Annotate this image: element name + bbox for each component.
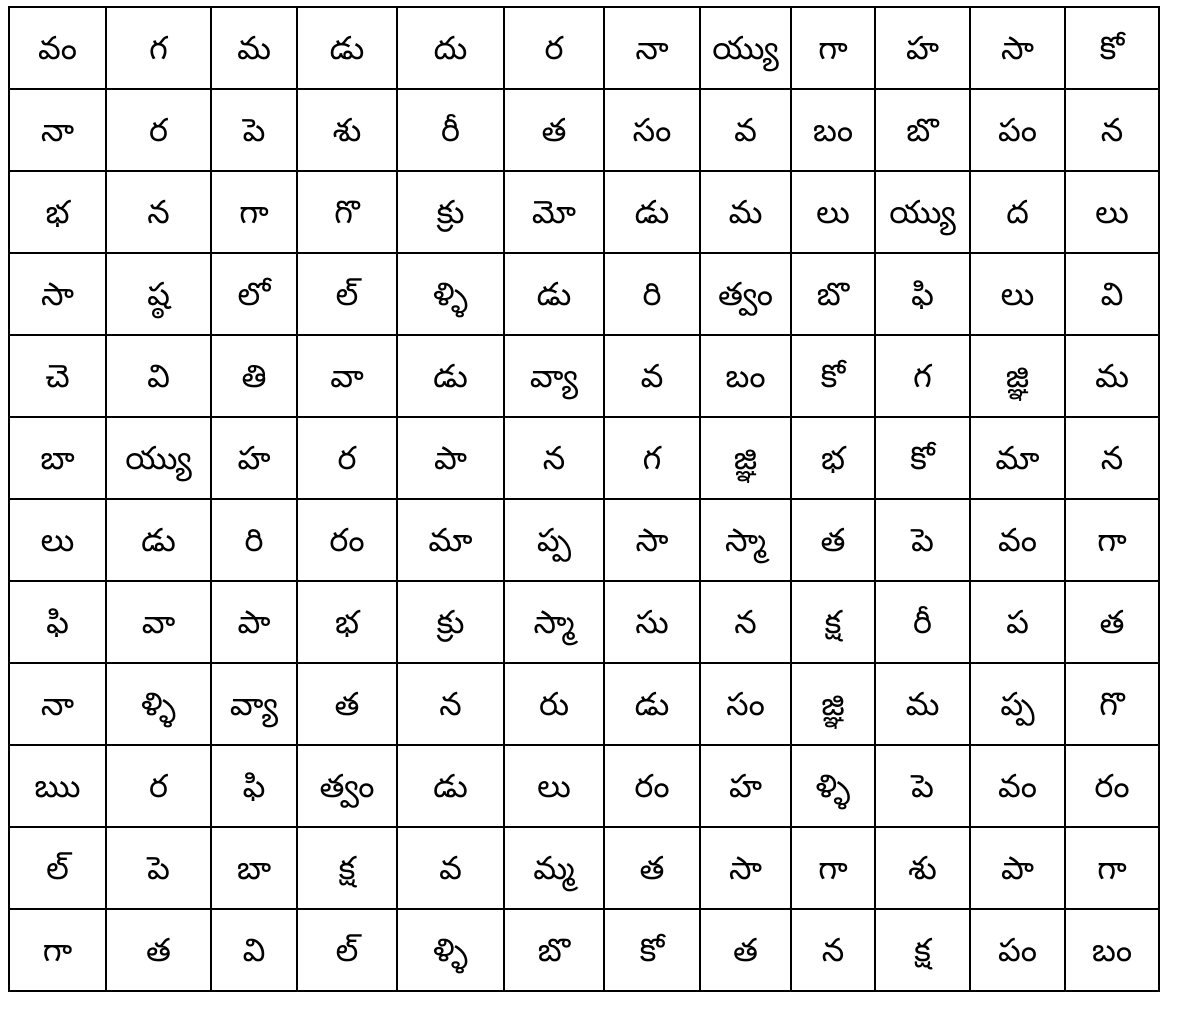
grid-cell: బం [700,335,791,417]
grid-row [9,745,1159,827]
grid-cell: మ [700,171,791,253]
grid-cell: గా [9,909,106,991]
grid-cell: రి [604,253,700,335]
grid-cell: బం [1065,909,1159,991]
grid-cell: వ్యా [211,663,297,745]
grid-cell: ళ్ళి [397,909,504,991]
grid-body [9,7,1159,991]
grid-cell: ర [504,7,604,89]
grid-cell: స్మా [700,499,791,581]
grid-cell: డు [504,253,604,335]
grid-cell: మా [970,417,1065,499]
grid-cell: గా [791,7,875,89]
grid-cell: లు [1065,171,1159,253]
grid-cell: స్మా [504,581,604,663]
grid-cell: మ [1065,335,1159,417]
grid-cell: గా [1065,827,1159,909]
grid-cell: త [791,499,875,581]
grid-cell: మ [211,7,297,89]
grid-cell: ల్ [9,827,106,909]
grid-cell: ద [970,171,1065,253]
grid-cell: డు [604,171,700,253]
grid-cell: వి [211,909,297,991]
grid-cell: ప్ప [970,663,1065,745]
grid-cell: రీ [397,89,504,171]
grid-cell: రి [211,499,297,581]
grid-cell: గ [604,417,700,499]
grid-cell: న [1065,89,1159,171]
grid-cell: భ [297,581,397,663]
grid-cell: వా [106,581,211,663]
grid-cell: లో [211,253,297,335]
grid-cell: న [397,663,504,745]
grid-cell: రం [297,499,397,581]
grid-cell: నా [604,7,700,89]
grid-cell: వ [700,89,791,171]
grid-cell: ళ్ళి [106,663,211,745]
grid-cell: ర [106,745,211,827]
grid-cell: బా [211,827,297,909]
grid-cell: న [791,909,875,991]
grid-cell: గా [211,171,297,253]
grid-cell: డు [397,335,504,417]
grid-row [9,253,1159,335]
grid-row [9,171,1159,253]
grid-cell: క్ష [297,827,397,909]
grid-cell: వ [604,335,700,417]
grid-cell: పం [970,89,1065,171]
grid-cell: వ్యా [504,335,604,417]
grid-cell: బొ [791,253,875,335]
grid-cell: రు [504,663,604,745]
grid-cell: మ [875,663,970,745]
grid-cell: న [504,417,604,499]
grid-row [9,663,1159,745]
grid-cell: క్ష [875,909,970,991]
grid-cell: త [106,909,211,991]
grid-cell: డు [397,745,504,827]
grid-cell: పా [397,417,504,499]
grid-cell: ఫి [9,581,106,663]
grid-cell: సం [604,89,700,171]
grid-row [9,417,1159,499]
grid-cell: దు [397,7,504,89]
grid-cell: త [700,909,791,991]
grid-cell: ఋ [9,745,106,827]
grid-cell: నా [9,89,106,171]
grid-cell: త [604,827,700,909]
grid-cell: ర [106,89,211,171]
grid-cell: న [106,171,211,253]
grid-cell: లు [504,745,604,827]
grid-cell: హ [700,745,791,827]
grid-cell: పా [970,827,1065,909]
grid-cell: లు [970,253,1065,335]
grid-row [9,827,1159,909]
grid-cell: మా [397,499,504,581]
grid-cell: త్వం [297,745,397,827]
grid-cell: లు [9,499,106,581]
grid-cell: కో [875,417,970,499]
grid-cell: భ [9,171,106,253]
grid-cell: లు [791,171,875,253]
grid-cell: సు [604,581,700,663]
grid-cell: రం [604,745,700,827]
grid-cell: డు [106,499,211,581]
grid-cell: ళ్ళి [397,253,504,335]
grid-cell: జ్ఞి [791,663,875,745]
grid-cell: య్యు [700,7,791,89]
grid-cell: కో [1065,7,1159,89]
grid-cell: పె [211,89,297,171]
grid-cell: వా [297,335,397,417]
grid-cell: ళ్ళి [791,745,875,827]
grid-cell: సా [604,499,700,581]
grid-cell: య్యు [875,171,970,253]
grid-row [9,581,1159,663]
grid-cell: బా [9,417,106,499]
grid-cell: త [1065,581,1159,663]
grid-cell: బొ [875,89,970,171]
grid-cell: మో [504,171,604,253]
grid-cell: కో [791,335,875,417]
grid-cell: హ [875,7,970,89]
grid-cell: ష్ఠ [106,253,211,335]
grid-row [9,7,1159,89]
grid-cell: గ [875,335,970,417]
grid-cell: సా [700,827,791,909]
grid-cell: శు [875,827,970,909]
grid-cell: గా [791,827,875,909]
grid-cell: క్ష [791,581,875,663]
grid-cell: న [700,581,791,663]
grid-cell: వి [1065,253,1159,335]
grid-cell: పె [875,499,970,581]
grid-cell: హ [211,417,297,499]
grid-cell: క్రు [397,171,504,253]
grid-cell: పా [211,581,297,663]
grid-cell: కో [604,909,700,991]
grid-cell: పం [970,909,1065,991]
grid-cell: నా [9,663,106,745]
grid-row [9,909,1159,991]
grid-row [9,335,1159,417]
grid-cell: చె [9,335,106,417]
grid-row [9,499,1159,581]
grid-cell: సం [700,663,791,745]
grid-cell: మ్మ [504,827,604,909]
grid-cell: ల్ [297,253,397,335]
grid-row [9,89,1159,171]
grid-cell: పె [106,827,211,909]
grid-cell: ఫి [211,745,297,827]
grid-cell: బం [791,89,875,171]
grid-cell: జ్ఞి [970,335,1065,417]
word-search-grid [8,6,1160,992]
grid-cell: భ [791,417,875,499]
grid-cell: వి [106,335,211,417]
grid-cell: న [1065,417,1159,499]
grid-cell: వం [9,7,106,89]
grid-cell: ల్ [297,909,397,991]
grid-cell: గొ [297,171,397,253]
grid-cell: సా [9,253,106,335]
grid-cell: య్యు [106,417,211,499]
grid-cell: వం [970,499,1065,581]
grid-cell: తి [211,335,297,417]
grid-cell: రీ [875,581,970,663]
grid-cell: త్వం [700,253,791,335]
grid-cell: వ [397,827,504,909]
grid-cell: ర [297,417,397,499]
grid-cell: గొ [1065,663,1159,745]
grid-cell: త [504,89,604,171]
grid-cell: రం [1065,745,1159,827]
grid-cell: పె [875,745,970,827]
grid-cell: డు [297,7,397,89]
grid-cell: బొ [504,909,604,991]
grid-cell: ప్ప [504,499,604,581]
grid-cell: ప [970,581,1065,663]
grid-cell: శు [297,89,397,171]
grid-cell: జ్ఞి [700,417,791,499]
grid-cell: సా [970,7,1065,89]
grid-cell: గా [1065,499,1159,581]
grid-cell: డు [604,663,700,745]
grid-cell: త [297,663,397,745]
grid-cell: క్రు [397,581,504,663]
grid-cell: ఫి [875,253,970,335]
grid-cell: గ [106,7,211,89]
grid-cell: వం [970,745,1065,827]
